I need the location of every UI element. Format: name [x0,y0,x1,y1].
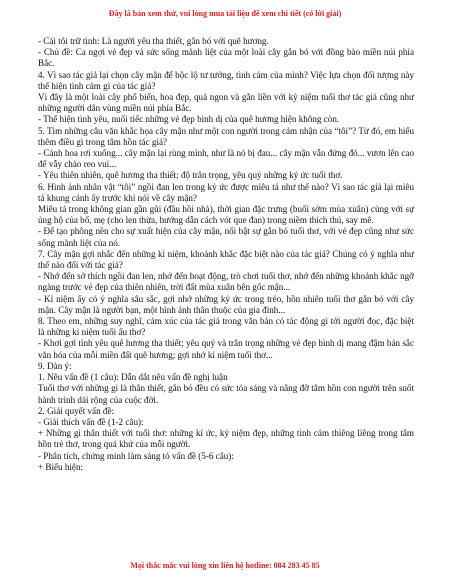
body-line: + Những gì thân thiết với tuổi thơ: những kí ức, kỷ niệm đẹp, những tình cảm thiêng liêng trong tâm hồn trẻ thơ, trong quá khứ của mỗi người. [38,428,414,450]
body-line: - Giải thích vấn đề (1-2 câu): [38,416,144,427]
body-line: - Nhớ đến sở thích ngồi đan len, nhớ đến hoạt động, trò chơi tuổi thơ, nhớ đến những khoảnh khắc ngỡ ngàng trước vẻ đẹp của thiên nhiên, trời đất mùa xuân bên gốc mận... [38,271,414,293]
body-line: Vì đây là một loài cây phổ biến, hoa đẹp, quả ngon và gắn liền với kỷ niệm tuổi thơ tác giả cũng như những người dân vùng miền núi phía Bắc. [38,92,414,114]
question-4: 4. Vì sao tác giả lại chọn cây mận để bộc lộ tư tưởng, tình cảm của mình? Việc lựa chọn đối tượng này thể hiện tình cảm gì của tác giả? [38,69,414,91]
body-line: 1. Nêu vấn đề (1 câu): Dẫn dắt nêu vấn đề nghị luận [38,372,228,383]
question-5: 5. Tìm những câu văn khắc họa cây mận như một con người trong cảm nhận của “tôi”? Từ đó, em hiểu thêm điều gì trong tâm hồn tác giả? [38,125,414,147]
body-line: Miêu tả trong không gian gần gũi (đầu hồi nhà), thời gian đặc trưng (buổi sớm mùa xuân) cùng với sự ủng hộ của bố, mẹ (cho len thừa, hướng dẫn cách vót que đan) trong niềm thích thú, say mê. [38,204,414,226]
hotline-footer: Mọi thắc mắc vui lòng xin liên hệ hotline: 084 283 45 85 [130,561,320,570]
body-line: - Khơi gợi tình yêu quê hương tha thiết; yêu quý và trân trọng những vẻ đẹp bình dị mang đậm bản sắc văn hóa của mỗi miền đất quê hương; gợi nhớ kỉ niệm tuổi thơ... [38,338,414,360]
document-body [38,36,414,473]
question-9: 9. Dàn ý: [38,360,72,371]
body-line: - Cái tôi trữ tình: Là người yêu tha thiết, gắn bó với quê hương. [38,36,269,46]
body-line: - Để tạo phông nền cho sự xuất hiện của cây mận, nối bật sự gắn bó tuổi thơ, với vẻ đẹp cũng như sức sống mãnh liệt của nó. [38,226,414,248]
body-line: - Chủ đề: Ca ngợi vẻ đẹp và sức sống mãnh liệt của một loài cây gắn bó với đồng bào miền núi phía Bắc. [38,47,414,69]
question-6: 6. Hình ảnh nhân vật “tôi” ngồi đan len trong kỷ ức được miêu tả như thế nào? Vì sao tác giả lại miêu tả khung cảnh ấy trước khi nói về cây mận? [38,181,414,203]
body-line: - Kỉ niệm ấy có ý nghĩa sâu sắc, gợi nhớ những kỷ ức trong trẻo, hồn nhiên tuổi thơ gắn bó với cây mận. Cây mận là người bạn, một hình ảnh thân thuộc của gia đình... [38,293,414,315]
body-line: + Biểu hiện: [38,461,84,472]
body-line: - Thể hiện tình yêu, nuối tiếc những vẻ đẹp bình dị của quê hương hiện không còn. [38,114,340,125]
preview-banner: Đây là bản xem thử, vui lòng mua tài liệu để xem chi tiết (có lời giải) [108,9,342,18]
question-8: 8. Theo em, những suy nghĩ, cảm xúc của tác giả trong văn bản có tác động gì tới người đọc, đặc biệt là những kỉ niệm tuổi ấu thơ? [38,316,414,338]
body-line: - Cánh hoa rơi xuống... cây mận lại rùng mình, như là nó bị đau... cây mận vẫn đứng đó... vươn lên cao để vẫy chào reo vui... [38,148,414,170]
body-line: Tuổi thơ với những gì là thân thiết, gắn bó đều có sức tỏa sáng và nâng đỡ tâm hồn con người trên suốt hành trình dài rộng của cuộc đời. [38,383,414,405]
body-line: - Yêu thiên nhiên, quê hương tha thiết; độ trân trọng, yêu quý những kỷ ức tuổi thơ. [38,170,343,181]
body-line: - Phân tích, chứng minh làm sáng tỏ vấn đề (5-6 câu): [38,450,234,461]
body-line: 2. Giải quyết vấn đề: [38,405,115,416]
question-7: 7. Cây mận gợi nhắc đến những kỉ niệm, khoảnh khắc đặc biệt nào của tác giả? Chúng có ý nghĩa như thế nào đối với tác giả? [38,248,414,271]
